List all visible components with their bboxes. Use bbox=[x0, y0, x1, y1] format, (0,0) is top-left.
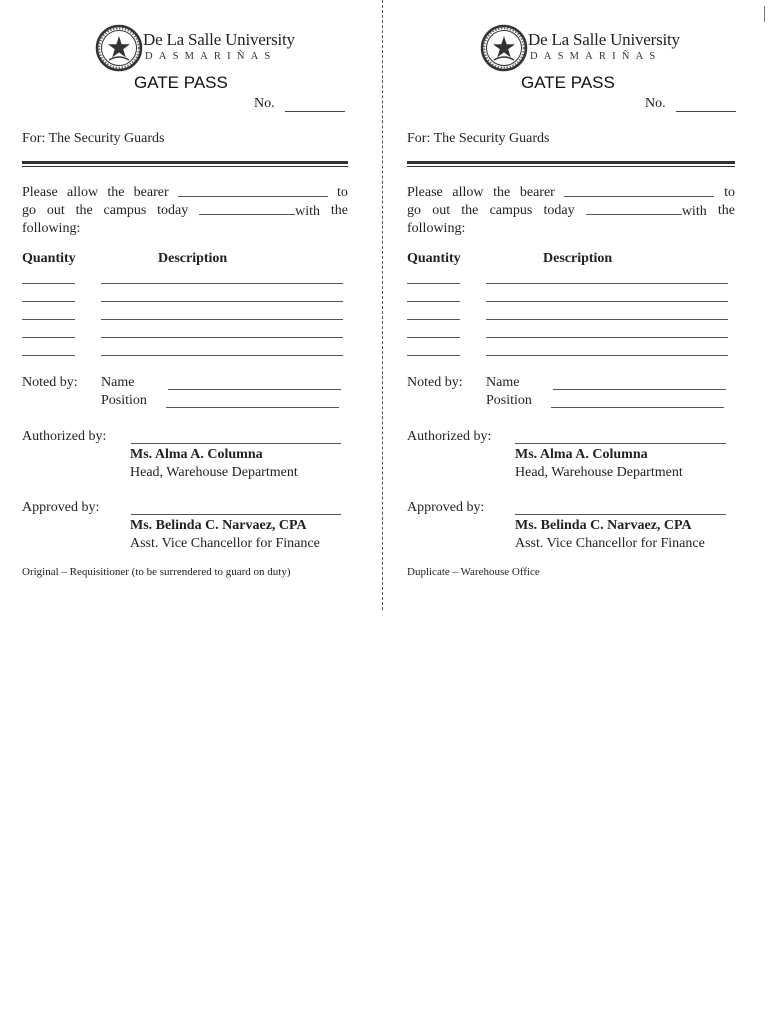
description-field-3[interactable] bbox=[101, 319, 343, 320]
page-edge-mark bbox=[764, 6, 765, 22]
gate-pass-duplicate bbox=[405, 0, 735, 600]
approved-name: Ms. Belinda C. Narvaez, CPA bbox=[130, 518, 307, 533]
noted-by-name-field[interactable] bbox=[553, 389, 726, 390]
date-field[interactable] bbox=[199, 202, 295, 215]
header-rule-thin bbox=[22, 166, 348, 167]
position-label: Position bbox=[486, 393, 532, 408]
authorized-title: Head, Warehouse Department bbox=[130, 465, 298, 480]
word: the bbox=[107, 185, 125, 200]
word: with bbox=[681, 204, 707, 219]
authorized-by-label: Authorized by: bbox=[407, 429, 492, 444]
position-label: Position bbox=[101, 393, 147, 408]
word: the bbox=[330, 203, 348, 218]
cut-line bbox=[382, 0, 383, 610]
noted-by-position-field[interactable] bbox=[551, 407, 724, 408]
name-label: Name bbox=[486, 375, 520, 390]
authorized-title: Head, Warehouse Department bbox=[515, 465, 683, 480]
quantity-field-1[interactable] bbox=[22, 283, 75, 284]
university-campus: DASMARIÑAS bbox=[530, 51, 662, 62]
quantity-header: Quantity bbox=[407, 251, 461, 266]
word: to bbox=[337, 185, 348, 200]
number-field[interactable] bbox=[676, 111, 736, 112]
authorized-signature-field[interactable] bbox=[515, 443, 726, 444]
word: Please bbox=[407, 185, 443, 200]
form-title: GATE PASS bbox=[134, 73, 228, 92]
quantity-field-4[interactable] bbox=[22, 337, 75, 338]
authorized-by-label: Authorized by: bbox=[22, 429, 107, 444]
word: Please bbox=[22, 185, 58, 200]
header-rule-thick bbox=[22, 161, 348, 164]
word: today bbox=[157, 203, 189, 218]
approved-by-label: Approved by: bbox=[22, 500, 100, 515]
approved-signature-field[interactable] bbox=[131, 514, 341, 515]
authorized-name: Ms. Alma A. Columna bbox=[130, 447, 263, 462]
word: allow bbox=[66, 185, 99, 200]
university-logo bbox=[95, 24, 355, 74]
bearer-name-field[interactable] bbox=[178, 184, 328, 197]
form-title: GATE PASS bbox=[521, 73, 615, 92]
header-rule-thin bbox=[407, 166, 735, 167]
number-label: No. bbox=[645, 96, 666, 111]
approved-title: Asst. Vice Chancellor for Finance bbox=[515, 536, 705, 551]
date-field[interactable] bbox=[586, 202, 682, 215]
number-field[interactable] bbox=[285, 111, 345, 112]
word: to bbox=[724, 185, 735, 200]
description-field-5[interactable] bbox=[101, 355, 343, 356]
description-field-1[interactable] bbox=[486, 283, 728, 284]
word: allow bbox=[452, 185, 484, 200]
university-logo bbox=[480, 24, 740, 74]
approved-name: Ms. Belinda C. Narvaez, CPA bbox=[515, 518, 692, 533]
number-label: No. bbox=[254, 96, 275, 111]
bearer-name-field[interactable] bbox=[564, 184, 714, 197]
description-field-2[interactable] bbox=[101, 301, 343, 302]
name-label: Name bbox=[101, 375, 135, 390]
noted-by-name-field[interactable] bbox=[168, 389, 341, 390]
approved-title: Asst. Vice Chancellor for Finance bbox=[130, 536, 320, 551]
word: following: bbox=[22, 221, 81, 236]
for-line: For: The Security Guards bbox=[407, 131, 550, 146]
noted-by-label: Noted by: bbox=[22, 375, 78, 390]
word: the bbox=[717, 203, 735, 218]
word: bearer bbox=[519, 185, 555, 200]
quantity-field-4[interactable] bbox=[407, 337, 460, 338]
quantity-field-3[interactable] bbox=[22, 319, 75, 320]
description-field-4[interactable] bbox=[486, 337, 728, 338]
description-header: Description bbox=[543, 251, 613, 266]
description-field-1[interactable] bbox=[101, 283, 343, 284]
university-name: De La Salle University bbox=[143, 30, 295, 49]
word: go bbox=[22, 203, 36, 218]
description-field-3[interactable] bbox=[486, 319, 728, 320]
description-field-2[interactable] bbox=[486, 301, 728, 302]
word: campus bbox=[103, 203, 147, 218]
university-name: De La Salle University bbox=[528, 30, 680, 49]
word: the bbox=[461, 203, 479, 218]
word: go bbox=[407, 203, 421, 218]
word: out bbox=[46, 203, 65, 218]
request-paragraph bbox=[22, 184, 348, 238]
quantity-field-1[interactable] bbox=[407, 283, 460, 284]
description-field-5[interactable] bbox=[486, 355, 728, 356]
copy-note: Original – Requisitioner (to be surrendered to guard on duty) bbox=[22, 566, 291, 578]
quantity-header: Quantity bbox=[22, 251, 76, 266]
word: today bbox=[543, 203, 575, 218]
quantity-field-5[interactable] bbox=[407, 355, 460, 356]
approved-by-label: Approved by: bbox=[407, 500, 485, 515]
gate-pass-original bbox=[20, 0, 350, 600]
university-campus: DASMARIÑAS bbox=[145, 51, 277, 62]
word: the bbox=[75, 203, 93, 218]
description-header: Description bbox=[158, 251, 228, 266]
authorized-signature-field[interactable] bbox=[131, 443, 341, 444]
quantity-field-5[interactable] bbox=[22, 355, 75, 356]
description-field-4[interactable] bbox=[101, 337, 343, 338]
header-rule-thick bbox=[407, 161, 735, 164]
university-seal-icon bbox=[480, 24, 528, 72]
word: following: bbox=[407, 221, 466, 236]
noted-by-position-field[interactable] bbox=[166, 407, 339, 408]
noted-by-label: Noted by: bbox=[407, 375, 463, 390]
request-paragraph bbox=[407, 184, 735, 238]
word: campus bbox=[489, 203, 533, 218]
word: with bbox=[295, 204, 320, 219]
for-line: For: The Security Guards bbox=[22, 131, 165, 146]
approved-signature-field[interactable] bbox=[515, 514, 726, 515]
word: the bbox=[493, 185, 511, 200]
quantity-field-3[interactable] bbox=[407, 319, 460, 320]
copy-note: Duplicate – Warehouse Office bbox=[407, 566, 540, 578]
quantity-field-2[interactable] bbox=[22, 301, 75, 302]
word: out bbox=[432, 203, 451, 218]
quantity-field-2[interactable] bbox=[407, 301, 460, 302]
university-seal-icon bbox=[95, 24, 143, 72]
authorized-name: Ms. Alma A. Columna bbox=[515, 447, 648, 462]
word: bearer bbox=[133, 185, 169, 200]
